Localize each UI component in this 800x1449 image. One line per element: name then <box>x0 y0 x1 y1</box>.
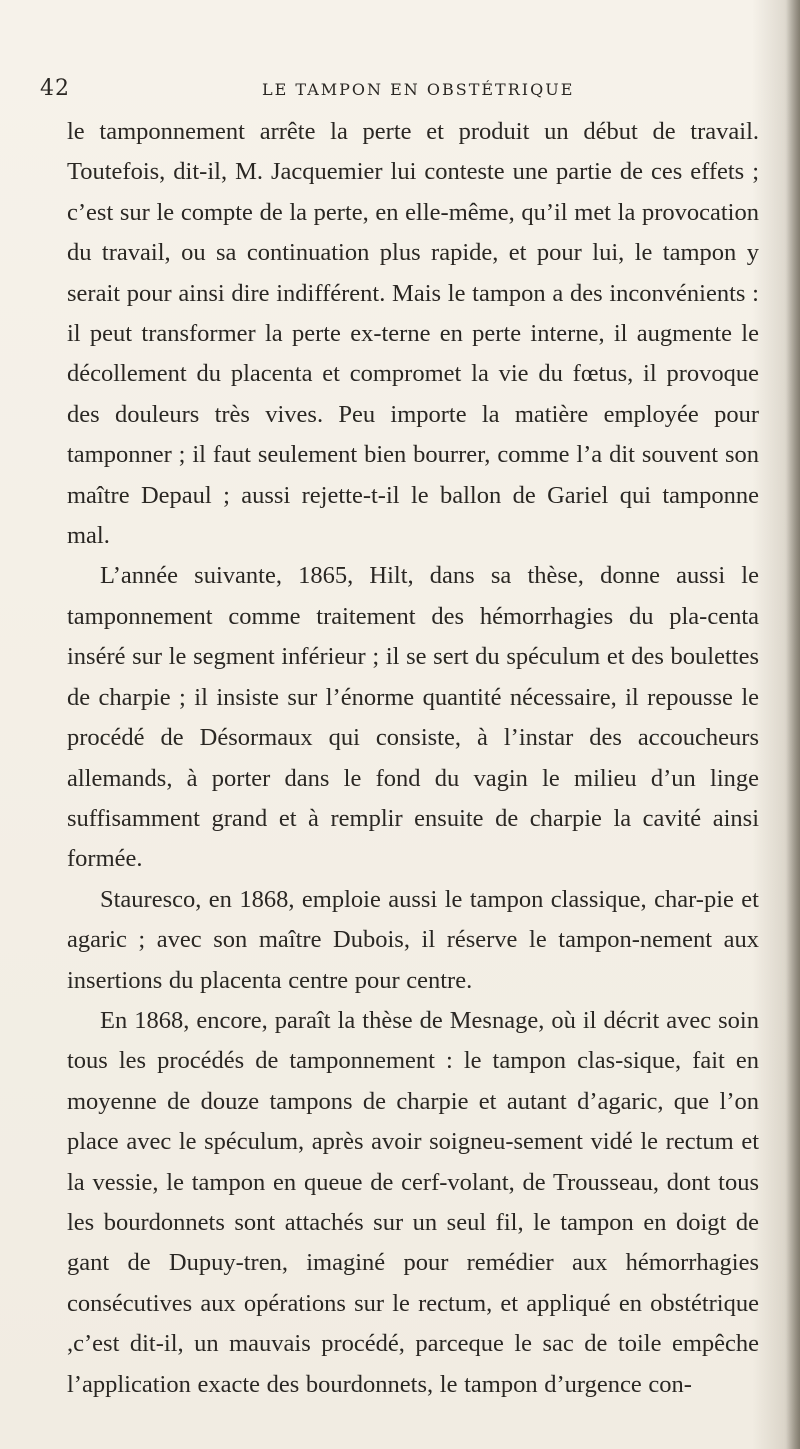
body-text <box>67 112 759 1405</box>
paragraph-4: En 1868, encore, paraît la thèse de Mesnage, où il décrit avec soin tous les procédés de tamponnement : le tampon clas-sique, fait en moyenne de douze tampons de charpie et autant d’agaric, que l’on place avec le spéculum, après avoir soigneu-sement vidé le rectum et la vessie, le tampon en queue de cerf-volant, de Trousseau, dont tous les bourdonnets sont attachés sur un seul fil, le tampon en doigt de gant de Dupuy-tren, imaginé pour remédier aux hémorrhagies consécutives aux opérations sur le rectum, et appliqué en obstétrique ,c’est dit-il, un mauvais procédé, parceque le sac de toile empêche l’application exacte des bourdonnets, le tampon d’urgence con- <box>67 1006 759 1398</box>
paragraph-1: le tamponnement arrête la perte et produit un début de travail. Toutefois, dit-il, M. Jacquemier lui conteste une partie de ces effets ; c’est sur le compte de la perte, en elle-même, qu’il met la provocation du travail, ou sa continuation plus rapide, et pour lui, le tampon y serait pour ainsi dire indifférent. Mais le tampon a des inconvénients : il peut transformer la perte ex-terne en perte interne, il augmente le décollement du placenta et compromet la vie du fœtus, il provoque des douleurs très vives. Peu importe la matière employée pour tamponner ; il faut seulement bien bourrer, comme l’a dit souvent son maître Depaul ; aussi rejette-t-il le ballon de Gariel qui tamponne mal. <box>67 118 759 550</box>
paragraph-2: L’année suivante, 1865, Hilt, dans sa thèse, donne aussi le tamponnement comme traitement des hémorrhagies du pla-centa inséré sur le segment inférieur ; il se sert du spéculum et des boulettes de charpie ; il insiste sur l’énorme quantité nécessaire, il repousse le procédé de Désormaux qui consiste, à l’instar des accoucheurs allemands, à porter dans le fond du vagin le milieu d’un linge suffisamment grand et à remplir ensuite de charpie la cavité ainsi formée. <box>67 562 759 873</box>
running-head: LE TAMPON EN OBSTÉTRIQUE <box>262 80 575 99</box>
paragraph-3: Stauresco, en 1868, emploie aussi le tampon classique, char-pie et agaric ; avec son maître Dubois, il réserve le tampon-nement aux insertions du placenta centre pour centre. <box>67 885 759 994</box>
page-edge-shadow <box>786 0 800 1449</box>
page-number: 42 <box>40 76 70 101</box>
